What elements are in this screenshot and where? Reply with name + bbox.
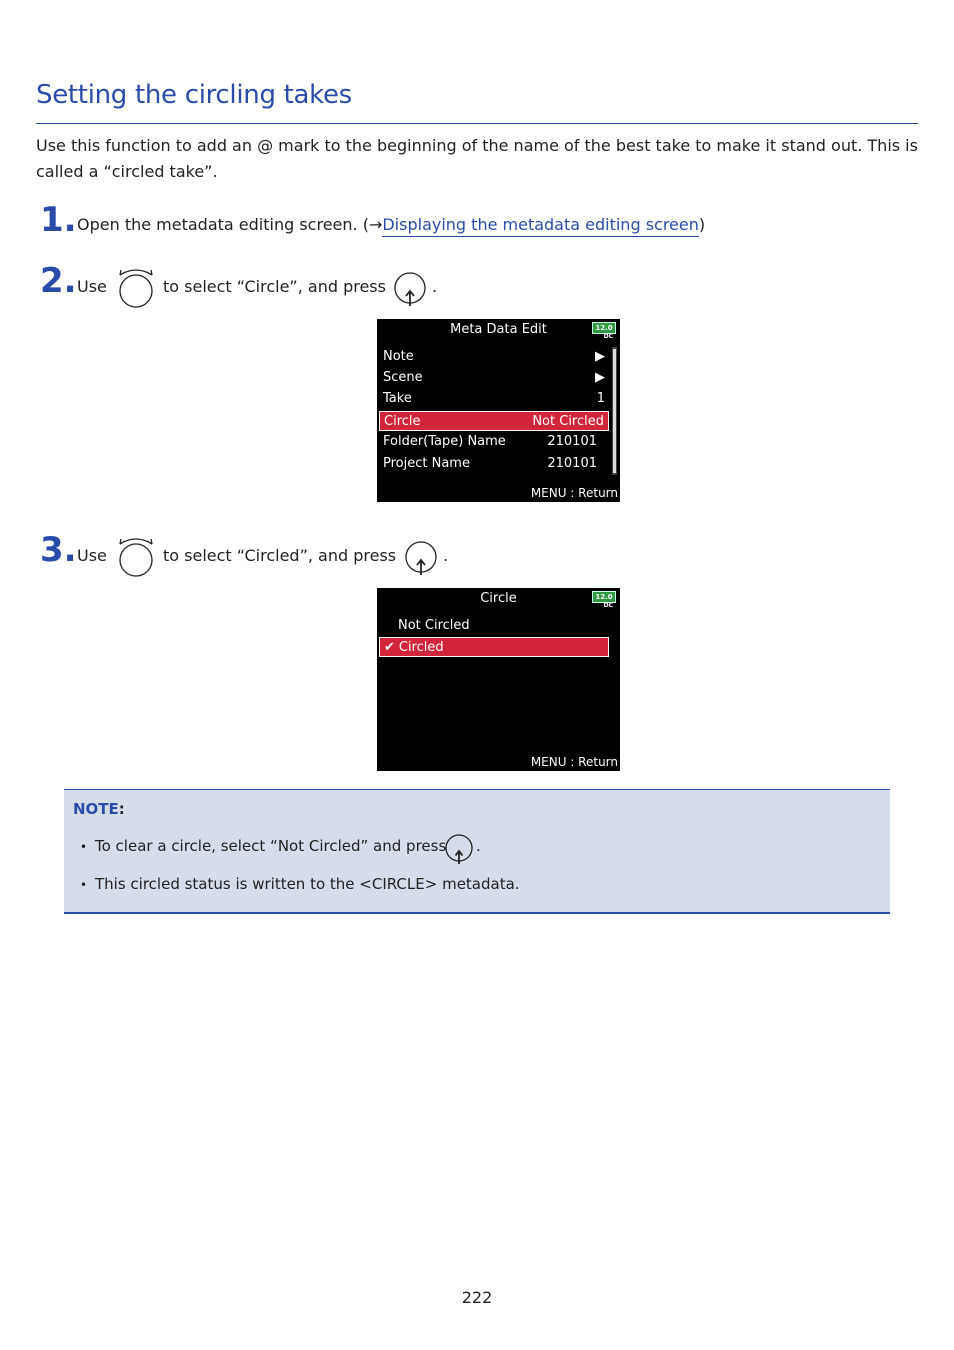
menu-return-hint: MENU : Return [530, 486, 618, 500]
circle-screen [377, 588, 620, 771]
screen-title: Meta Data Edit [450, 322, 547, 337]
note-colon: : [118, 800, 125, 818]
step-3-number: 3. [40, 530, 77, 570]
rotary-dial-icon [115, 266, 157, 310]
menu-item-value: 210101 [547, 434, 597, 449]
battery-indicator: 12.0 [592, 591, 616, 603]
metadata-editing-screen-link[interactable]: Displaying the metadata editing screen [382, 215, 699, 237]
note-item-text: This circled status is written to the <CIRCLE> metadata. [95, 875, 520, 893]
rotary-dial-icon [115, 535, 157, 579]
scrollbar-thumb[interactable] [613, 349, 616, 473]
step-2-instruction: to select “Circle”, and press [163, 277, 386, 296]
battery-indicator: 12.0 [592, 322, 616, 334]
press-dial-icon [393, 270, 427, 308]
meta-data-edit-screen [377, 319, 620, 502]
step-2-end: . [432, 277, 438, 296]
menu-item-label: Circle [384, 414, 421, 429]
menu-item-label: Folder(Tape) Name [383, 434, 506, 449]
step-2-number: 2. [40, 261, 77, 301]
intro-paragraph: Use this function to add an @ mark to the beginning of the name of the best take to make it stand out. This is called a “circled take”. [36, 136, 918, 181]
note-item-1-end: . [476, 837, 481, 855]
note-title [73, 800, 125, 818]
menu-item-label: Note [383, 349, 414, 364]
bullet: • [80, 840, 88, 854]
title-divider [36, 123, 918, 124]
checkmark-icon: ✔ [384, 640, 395, 655]
menu-item-project-name[interactable] [379, 454, 609, 474]
note-item-1 [80, 837, 446, 855]
dc-indicator: DC [603, 602, 613, 609]
menu-item-value: Not Circled [532, 414, 604, 429]
arrow-right-icon: ▶ [595, 349, 605, 364]
menu-item-label: Take [383, 391, 412, 406]
page-title: Setting the circling takes [36, 80, 352, 110]
option-label: Not Circled [398, 618, 470, 633]
option-circled[interactable] [379, 637, 609, 657]
menu-item-scene[interactable] [379, 368, 609, 388]
menu-item-folder-name[interactable] [379, 432, 609, 452]
step-3-end: . [443, 546, 449, 565]
page-number: 222 [461, 1288, 493, 1307]
menu-item-take[interactable] [379, 389, 609, 409]
note-item-text: To clear a circle, select “Not Circled” and press [95, 837, 447, 855]
option-label-wrap [384, 638, 444, 658]
step-3-use: Use [77, 546, 107, 565]
press-dial-icon [444, 832, 474, 866]
note-item-2 [80, 875, 520, 893]
screen-title: Circle [480, 591, 517, 606]
menu-item-value: 1 [596, 391, 605, 406]
bullet: • [80, 878, 88, 892]
dc-indicator: DC [603, 333, 613, 340]
arrow-right-icon: ▶ [595, 370, 605, 385]
step-1-text-after: ) [698, 215, 706, 234]
menu-return-hint: MENU : Return [530, 755, 618, 769]
menu-item-circle[interactable] [379, 411, 609, 431]
press-dial-icon [404, 539, 438, 577]
menu-item-note[interactable] [379, 347, 609, 367]
menu-item-label: Scene [383, 370, 423, 385]
menu-item-value: 210101 [547, 456, 597, 471]
step-1-text [77, 214, 705, 236]
note-title-text: NOTE [73, 800, 119, 818]
step-1-text-before: Open the metadata editing screen. (→ [77, 215, 383, 234]
option-label: Circled [398, 640, 444, 655]
option-not-circled[interactable] [379, 616, 609, 636]
note-box [64, 789, 890, 914]
step-2-use: Use [77, 277, 107, 296]
menu-item-label: Project Name [383, 456, 470, 471]
step-3-instruction: to select “Circled”, and press [163, 546, 397, 565]
step-1-number: 1. [40, 200, 77, 240]
